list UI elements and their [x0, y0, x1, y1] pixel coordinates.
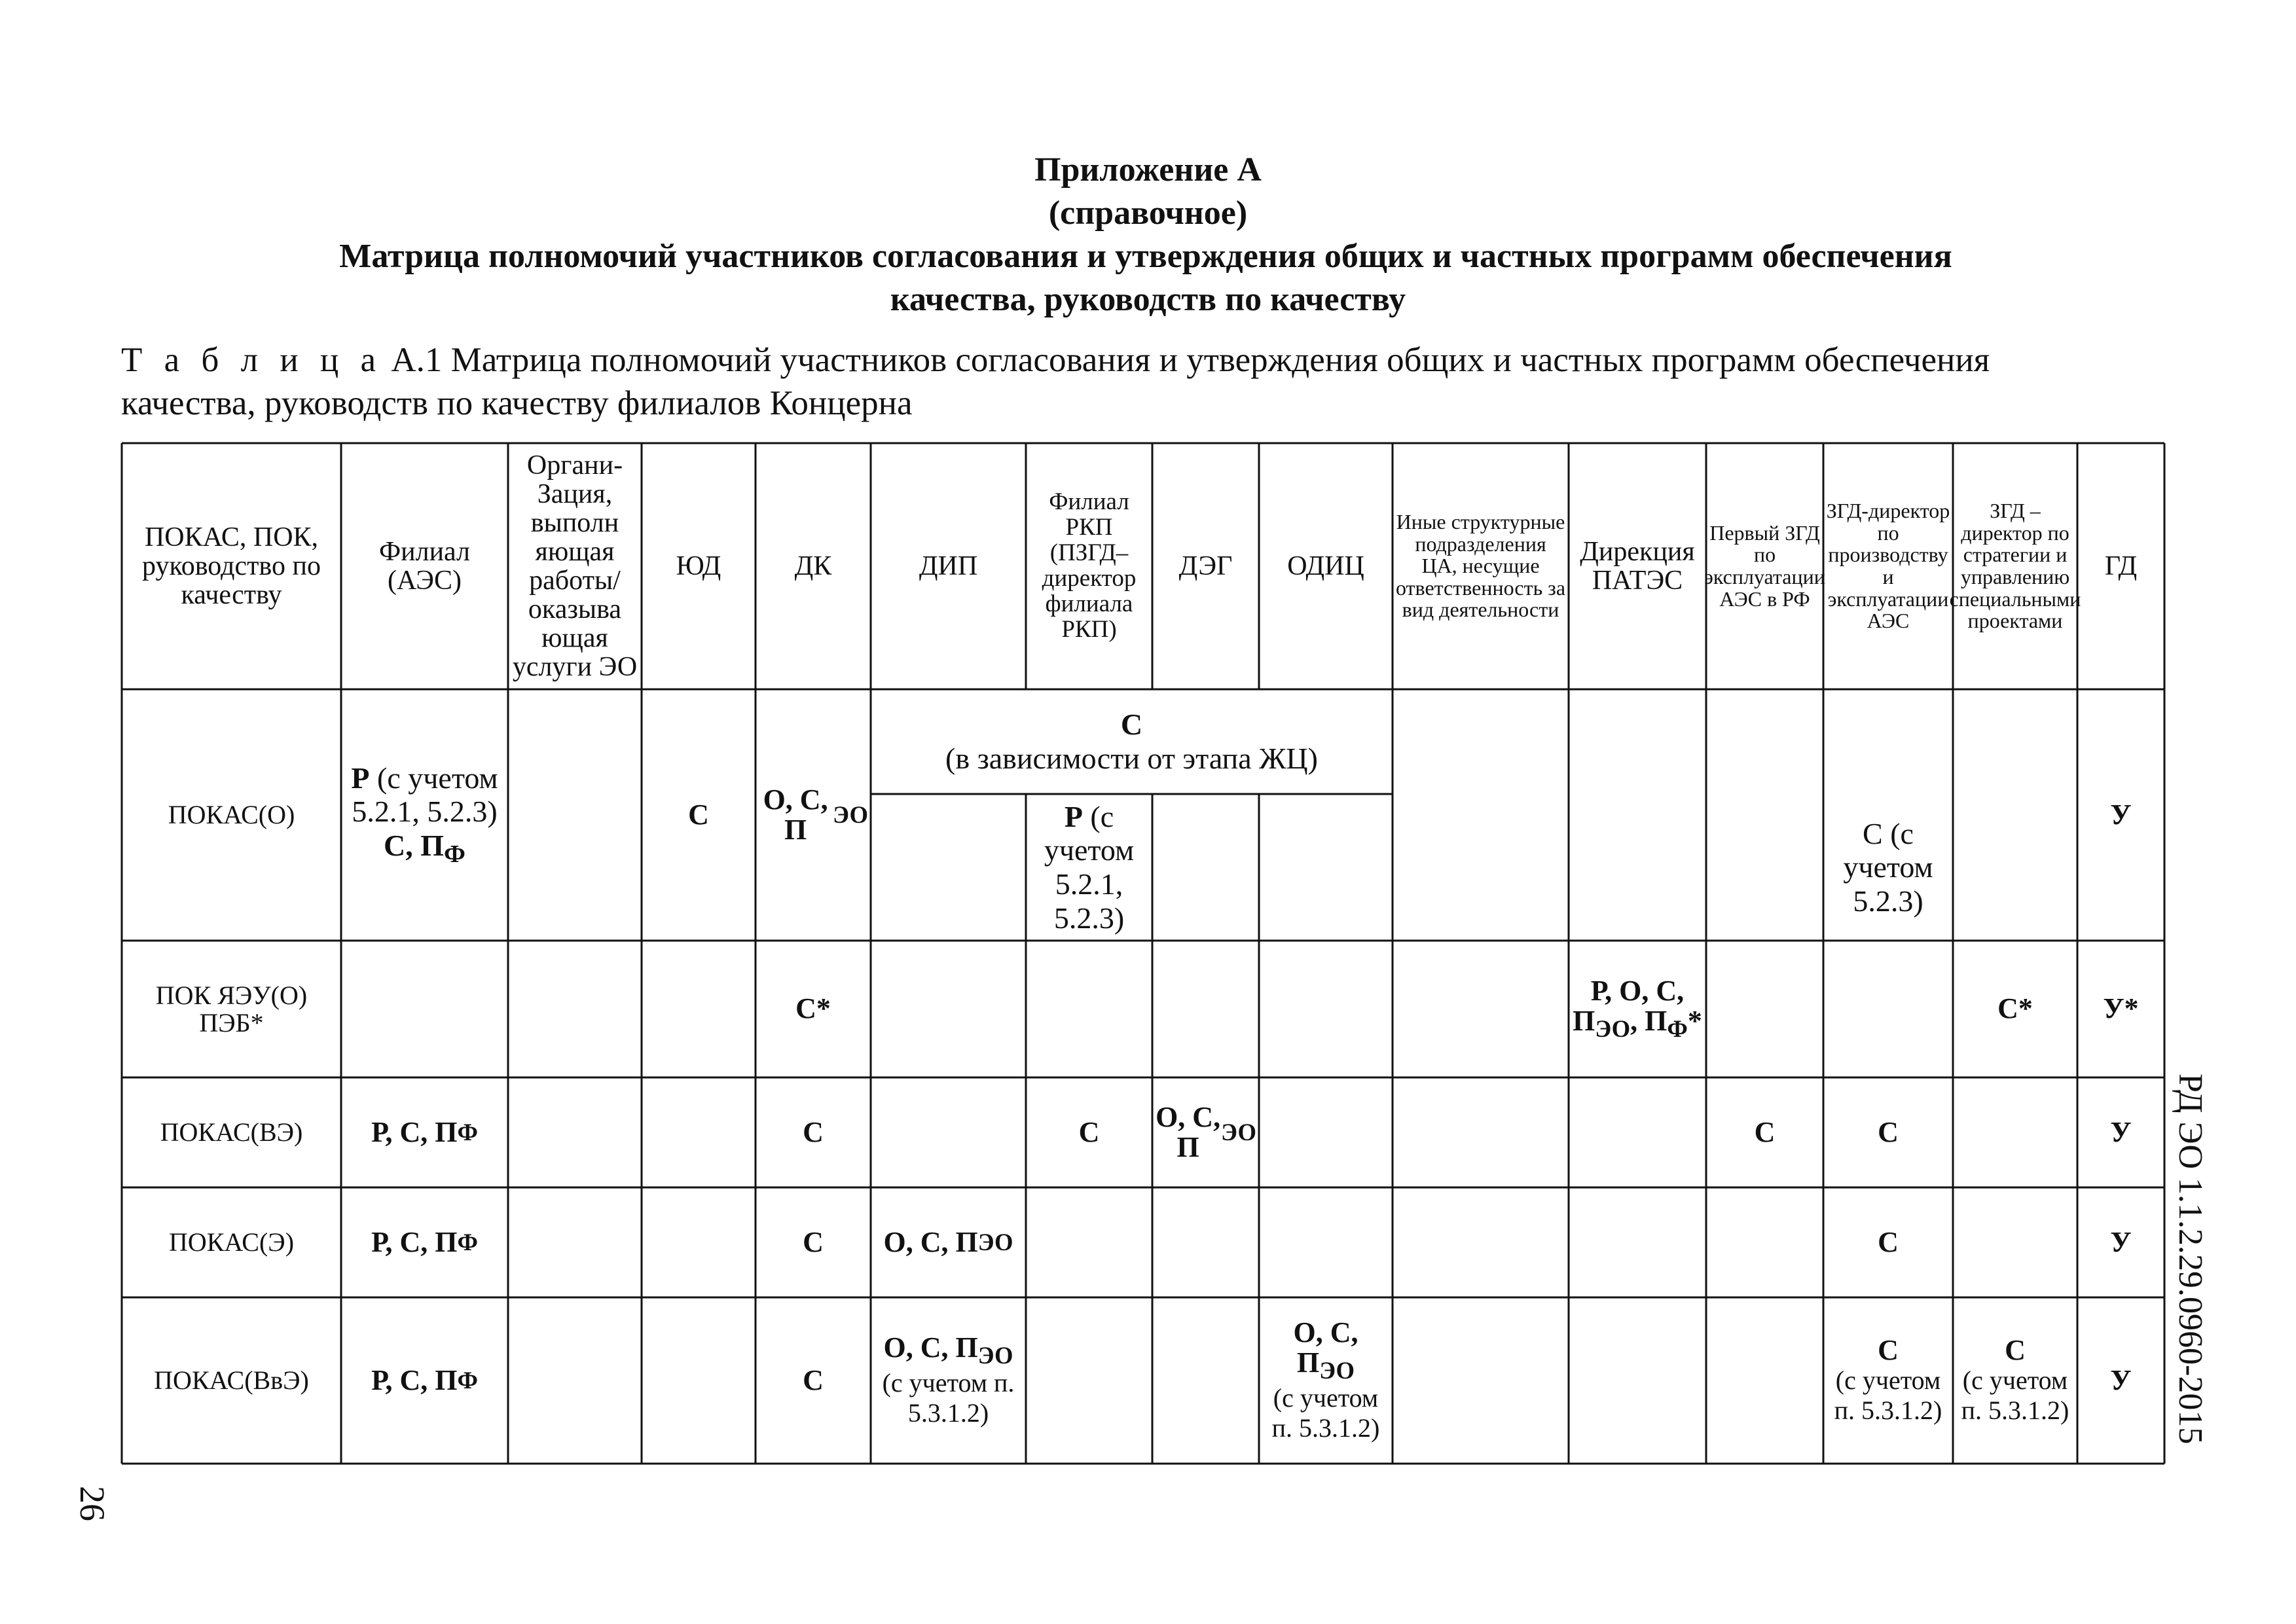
- r3-filial-text: Р, С, П: [371, 1115, 458, 1148]
- appendix-title: Приложение А: [1034, 151, 1262, 189]
- r5-zgd-production-cell: [1823, 1297, 1953, 1464]
- r2-patec-sub1: ЭО: [1595, 1015, 1631, 1043]
- r2-dk-cell: С*: [795, 992, 831, 1025]
- r5-dip-sub: ЭО: [977, 1341, 1013, 1369]
- r2-patec-cell: [1569, 941, 1706, 1077]
- r5-gd-cell: У: [2110, 1363, 2132, 1396]
- header-odic: ОДИЦ: [1287, 550, 1364, 581]
- r5-dip-cell: [871, 1297, 1026, 1464]
- document-title-line2: качества, руководств по качеству: [890, 281, 1406, 318]
- r1-lifecycle-span: [871, 689, 1393, 794]
- r5-dip-text: О, С, П: [883, 1331, 978, 1363]
- r4-dip-sub: ЭО: [977, 1228, 1013, 1255]
- r1-filial-cp: С, П: [384, 828, 445, 862]
- r2-zgd-strategy-cell: С*: [1997, 992, 2033, 1025]
- header-zgd-production: ЗГД-директор по производству и эксплуатации АЭС: [1826, 499, 1950, 633]
- r3-deg-cell: [1152, 1077, 1259, 1187]
- r4-dip-text: О, С, П: [883, 1225, 978, 1258]
- header-filial: Филиал (АЭС): [378, 536, 471, 596]
- r3-filial-sub: Ф: [457, 1118, 478, 1146]
- r1-span-note: (в зависимости от этапа ЖЦ): [945, 742, 1318, 775]
- table-caption-text: А.1 Матрица полномочий участников согласования и утверждения общих и частных программ обеспечения: [391, 341, 1990, 379]
- r5-filial-sub: Ф: [457, 1366, 478, 1394]
- r5-odic-text: О, С, П: [1293, 1316, 1358, 1379]
- r1-filial-note: (с учетом 5.2.1, 5.2.3): [352, 761, 498, 829]
- r3-first-zgd-cell: С: [1754, 1115, 1776, 1148]
- header-organization: Органи-Зация, выполн яющая работы/ оказыва ющая услуги ЭО: [512, 450, 638, 683]
- r3-gd-cell: У: [2110, 1115, 2132, 1148]
- r5-filial-cell: [341, 1297, 508, 1464]
- document-id: РД ЭО 1.1.2.29.0960-2015: [2172, 1074, 2209, 1445]
- table-caption-line2: качества, руководств по качеству филиалов Концерна: [121, 384, 913, 422]
- r5-dip-note: (с учетом п. 5.3.1.2): [882, 1368, 1015, 1428]
- r4-dip-cell: [871, 1187, 1026, 1297]
- r1-filial-sub: Ф: [444, 840, 465, 869]
- r1-zgd-production-cell: С (с учетом 5.2.3): [1843, 816, 1933, 918]
- r1-rkp-r: Р: [1064, 799, 1083, 833]
- r2-patec-star: *: [1687, 1005, 1702, 1038]
- r4-dk-cell: С: [803, 1225, 824, 1258]
- r1-filial-cell: [341, 689, 508, 941]
- r2-gd-cell: У*: [2103, 992, 2139, 1025]
- row-label-pokas-vve: ПОКАС(ВвЭ): [154, 1365, 309, 1395]
- header-gd: ГД: [2104, 550, 2138, 581]
- r4-filial-text: Р, С, П: [371, 1225, 458, 1258]
- row-label-pokas-o: ПОКАС(О): [168, 800, 295, 829]
- r3-deg-sub: ЭО: [1221, 1118, 1256, 1146]
- r3-deg-text: О, С, П: [1156, 1100, 1221, 1163]
- header-dip: ДИП: [919, 550, 978, 581]
- header-deg: ДЭГ: [1178, 550, 1233, 581]
- header-dk: ДК: [794, 550, 832, 581]
- r1-rkp-cell: [1026, 794, 1152, 941]
- r5-zgd-production-text: С: [1878, 1333, 1899, 1366]
- document-title-line1: Матрица полномочий участников согласования и утверждения общих и частных программ обеспечения: [339, 238, 1952, 275]
- r5-zgd-strategy-cell: [1953, 1297, 2077, 1464]
- r2-patec-p1: П: [1573, 1005, 1595, 1038]
- header-first-zgd: Первый ЗГД по эксплуатации АЭС в РФ: [1704, 520, 1825, 611]
- r3-filial-cell: [341, 1077, 508, 1187]
- r1-yud-cell: С: [688, 798, 709, 831]
- header-zgd-strategy: ЗГД – директор по стратегии и управлению специальными проектами: [1949, 499, 2081, 633]
- r3-rkp-cell: С: [1078, 1115, 1100, 1148]
- header-filial-rkp: Филиал РКП (ПЗГД– директор филиала РКП): [1042, 488, 1137, 643]
- r5-filial-text: Р, С, П: [371, 1363, 458, 1396]
- row-label-pokas-e: ПОКАС(Э): [168, 1227, 295, 1257]
- header-pokas: ПОКАС, ПОК, руководство по качеству: [142, 522, 321, 611]
- r5-odic-note: (с учетом п. 5.3.1.2): [1271, 1383, 1380, 1443]
- r1-dk-text: О, С, П: [763, 783, 828, 846]
- r4-filial-sub: Ф: [457, 1228, 478, 1255]
- r3-zgd-production-cell: С: [1878, 1115, 1899, 1148]
- r5-odic-sub: ЭО: [1319, 1356, 1355, 1384]
- r5-odic-cell: [1259, 1297, 1393, 1464]
- r2-patec-p2: , П: [1630, 1005, 1667, 1038]
- r1-gd-cell: У: [2110, 798, 2132, 831]
- r1-filial-r: Р: [351, 761, 370, 795]
- r2-patec-line1: Р, О, С,: [1590, 975, 1685, 1007]
- table-caption-label: Т а б л и ц а: [121, 341, 383, 379]
- r1-span-c: С: [1120, 708, 1143, 742]
- row-label-pok-yaeu: ПОК ЯЭУ(О) ПЭБ*: [155, 980, 308, 1038]
- r5-dk-cell: С: [803, 1363, 824, 1396]
- r5-zgd-strategy-note: (с учетом п. 5.3.1.2): [1961, 1365, 2069, 1426]
- r3-dk-cell: С: [803, 1115, 824, 1148]
- r1-dk-sub: ЭО: [833, 801, 868, 828]
- r2-patec-sub2: Ф: [1667, 1015, 1688, 1043]
- header-yud: ЮД: [676, 550, 721, 581]
- appendix-type: (справочное): [1048, 194, 1248, 232]
- r4-gd-cell: У: [2110, 1225, 2132, 1258]
- r5-zgd-production-note: (с учетом п. 5.3.1.2): [1834, 1365, 1942, 1426]
- header-other-units: Иные структурные подразделения ЦА, несущие ответственность за вид деятельности: [1395, 510, 1566, 622]
- r1-rkp-note: (с учетом 5.2.1, 5.2.3): [1044, 799, 1135, 935]
- row-label-pokas-ve: ПОКАС(ВЭ): [160, 1117, 303, 1147]
- r4-zgd-production-cell: С: [1878, 1225, 1899, 1258]
- header-patec: Дирекция ПАТЭС: [1580, 536, 1695, 596]
- r4-filial-cell: [341, 1187, 508, 1297]
- r1-dk-cell: [756, 689, 871, 941]
- r5-zgd-strategy-text: С: [2005, 1333, 2026, 1366]
- page-number: 26: [73, 1486, 112, 1521]
